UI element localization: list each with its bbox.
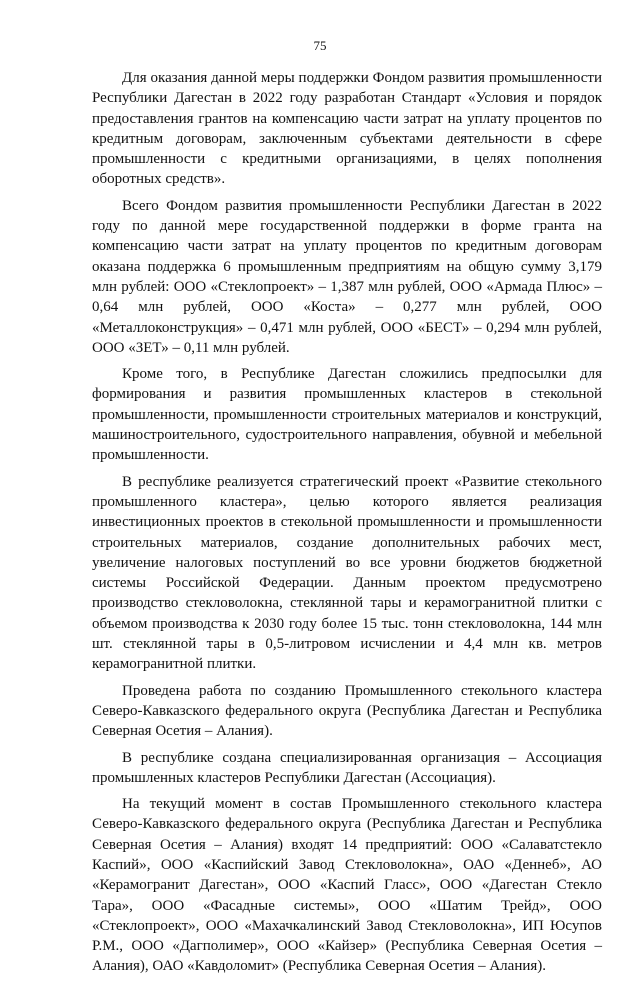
document-body — [92, 68, 602, 983]
page-number: 75 — [313, 38, 327, 53]
paragraph-glass-cluster-creation: Проведена работа по созданию Промышленного стекольного кластера Северо-Кавказского федерального округа (Республика Дагестан и Республика Северная Осетия – Алания). — [92, 682, 602, 740]
paragraph-cluster-members: На текущий момент в состав Промышленного стекольного кластера Северо-Кавказского федерального округа (Республика Дагестан и Республика Северная Осетия – Алания) входят 14 предприятий: ООО «Салаватстекло Каспий», ООО «Каспийский Завод Стекловолокна», ОАО «Деннеб», АО «Керамогранит Дагестан», ООО «Каспий Гласс», ООО «Дагестан Стекло Тара», ООО «Фасадные системы», ООО «Шатим Трейд», ООО «Стеклопроект», ООО «Махачкалинский Завод Стекловолокна», ИП Юсупов Р.М., ООО «Дагполимер», ООО «Кайзер» (Республика Северная Осетия – Алания), ОАО «Кавдоломит» (Республика Северная Осетия – Алания). — [92, 796, 602, 975]
paragraph-association: В республике создана специализированная организация – Ассоциация промышленных кластеров Республики Дагестан (Ассоциация). — [92, 749, 602, 786]
paragraph-standard: Для оказания данной меры поддержки Фондом развития промышленности Республики Дагестан в 2022 году разработан Стандарт «Условия и порядок предоставления грантов на компенсацию части затрат на уплату процентов по кредитным договорам, заключенным субъектами деятельности в сфере промышленности с кредитными организациями, в целях пополнения оборотных средств». — [92, 70, 602, 188]
paragraph-grant-support: Всего Фондом развития промышленности Республики Дагестан в 2022 году по данной мере государственной поддержки в форме гранта на компенсацию части затрат на уплату процентов по кредитным договорам оказана поддержка 6 промышленным предприятиям на общую сумму 3,179 млн рублей: ООО «Стеклопроект» – 1,387 млн рублей, ООО «Армада Плюс» – 0,64 млн рублей, ООО «Коста» – 0,277 млн рублей, ООО «Металлоконструкция» – 0,471 млн рублей, ООО «БЕСТ» – 0,294 млн рублей, ООО «ЗЕТ» – 0,11 млн рублей. — [92, 197, 602, 356]
paragraph-clusters-prerequisites: Кроме того, в Республике Дагестан сложились предпосылки для формирования и развития промышленных кластеров в стекольной промышленности, промышленности строительных материалов и конструкций, машиностроительного, судостроительного направления, обувной и мебельной промышленности. — [92, 366, 602, 464]
paragraph-strategic-project: В республике реализуется стратегический проект «Развитие стекольного промышленного кластера», целью которого является реализация инвестиционных проектов в стекольной промышленности и промышленности строительных материалов, создание дополнительных рабочих мест, увеличение налоговых поступлений во все уровни бюджетов бюджетной системы Российской Федерации. Данным проектом предусмотрено производство стекловолокна, стеклянной тары и керамогранитной плитки с объемом производства к 2030 году более 15 тыс. тонн стекловолокна, 144 млн шт. стеклянной тары в 0,5-литровом исчислении и 4,4 млн кв. метров керамогранитной плитки. — [92, 473, 602, 673]
